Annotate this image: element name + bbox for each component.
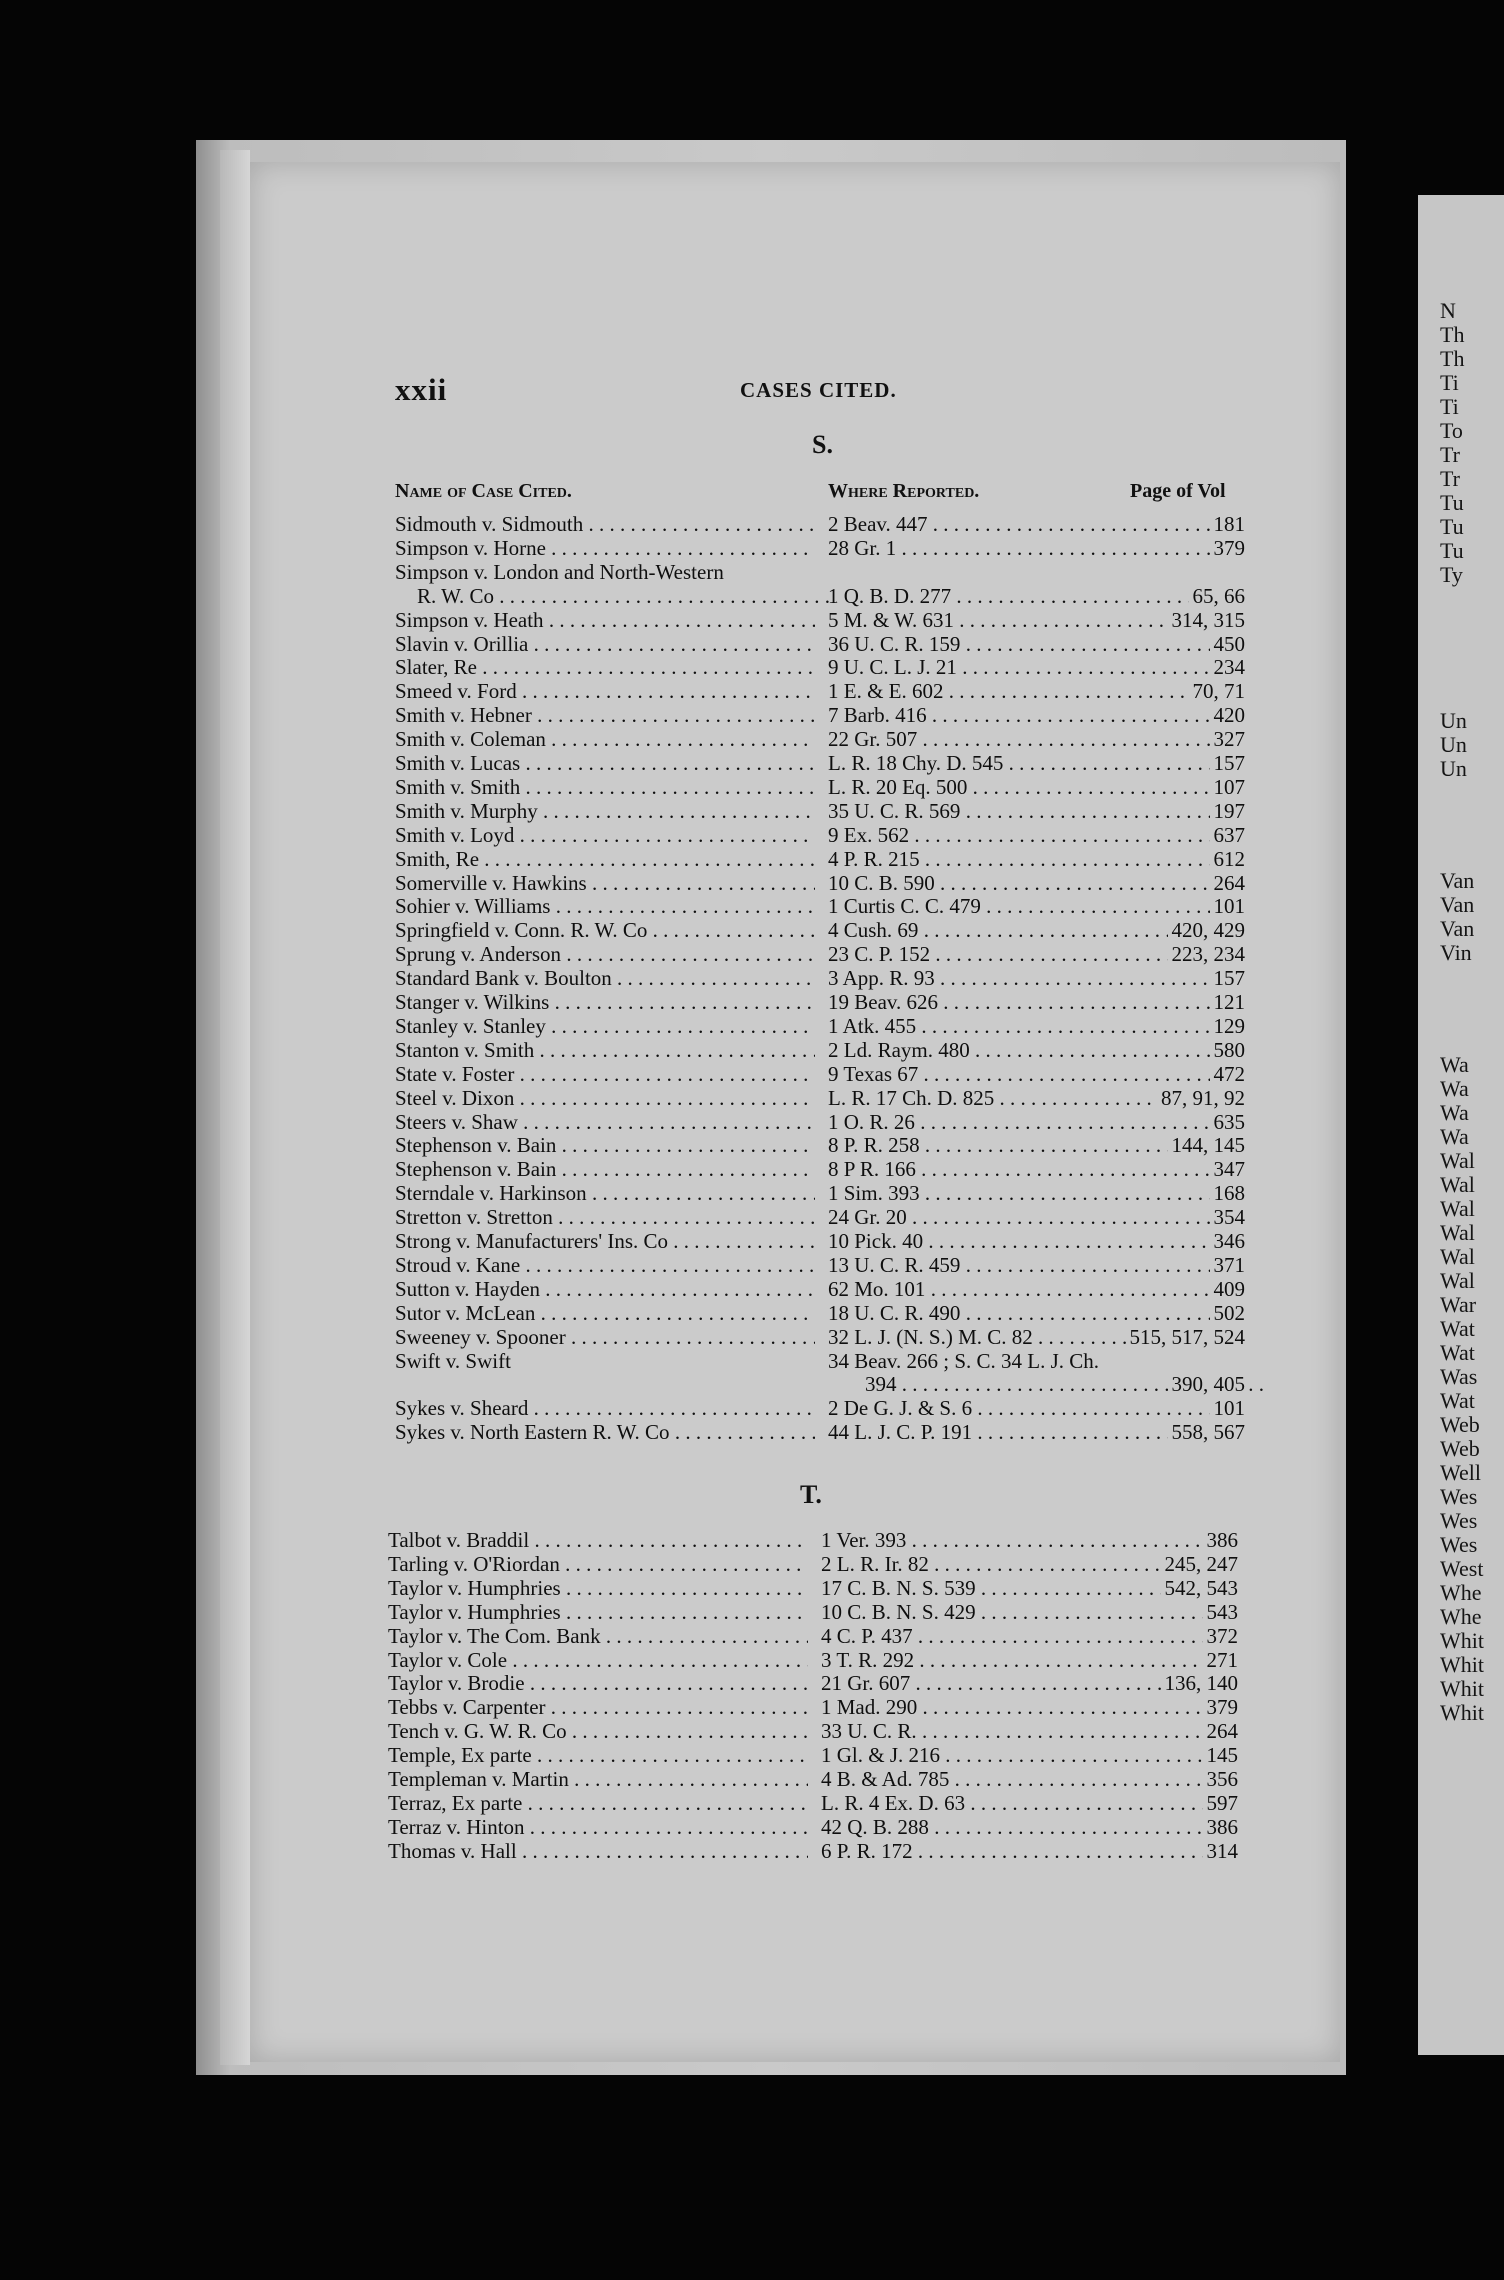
- table-row: [395, 1133, 1245, 1157]
- where-reported: 6 P. R. 172 . . .: [821, 1839, 1226, 1863]
- page-of-volume: 271: [1203, 1648, 1239, 1672]
- where-reported: 42 Q. B. 288 . . .: [821, 1815, 1226, 1839]
- where-reported: 17 C. B. N. S. 539 . . .: [821, 1576, 1226, 1600]
- where-reported: 13 U. C. R. 459 . . .: [828, 1253, 1233, 1277]
- page-of-volume: 371: [1210, 1253, 1246, 1277]
- facing-page-line: Whit: [1440, 1676, 1484, 1701]
- facing-page-line: Wa: [1440, 1052, 1469, 1077]
- where-reported: 9 Ex. 562 . . .: [828, 823, 1233, 847]
- table-row: [395, 1205, 1245, 1229]
- facing-page-line: Tr: [1440, 442, 1460, 467]
- case-name: Stephenson v. Bain . . .: [395, 1157, 815, 1181]
- facing-page-line: Wes: [1440, 1532, 1478, 1557]
- page-of-volume: 65, 66: [1189, 584, 1246, 608]
- table-row: [395, 775, 1245, 799]
- where-reported: L. R. 20 Eq. 500 . . .: [828, 775, 1233, 799]
- where-reported: 10 C. B. 590 . . .: [828, 871, 1233, 895]
- table-row: [395, 703, 1245, 727]
- case-name: Thomas v. Hall . . .: [388, 1839, 808, 1863]
- where-reported: 3 T. R. 292 . . .: [821, 1648, 1226, 1672]
- page-of-volume: 420: [1210, 703, 1246, 727]
- table-row: [388, 1648, 1238, 1672]
- case-name: Simpson v. London and North-Western: [395, 559, 724, 584]
- page-gutter: [220, 150, 250, 2065]
- page-of-volume: 314, 315: [1168, 608, 1246, 632]
- table-row: [388, 1671, 1238, 1695]
- case-name: Swift v. Swift: [395, 1348, 511, 1373]
- case-name: Slater, Re . . .: [395, 655, 815, 679]
- facing-page-line: Wal: [1440, 1196, 1475, 1221]
- facing-page-line: Tu: [1440, 538, 1464, 563]
- case-name: Smith v. Coleman . . .: [395, 727, 815, 751]
- where-reported: 7 Barb. 416 . . .: [828, 703, 1233, 727]
- case-name: Stanton v. Smith . . .: [395, 1038, 815, 1062]
- table-row: [395, 847, 1245, 871]
- table-row: [388, 1624, 1238, 1648]
- case-name: Smith v. Murphy . . .: [395, 799, 815, 823]
- table-row: [388, 1767, 1238, 1791]
- page-of-volume: 612: [1210, 847, 1246, 871]
- case-name: Smith v. Lucas . . .: [395, 751, 815, 775]
- where-reported: 3 App. R. 93 . . .: [828, 966, 1233, 990]
- page-of-volume: 234: [1210, 655, 1246, 679]
- case-name: Slavin v. Orillia . . .: [395, 632, 815, 656]
- running-title: CASES CITED.: [740, 378, 897, 402]
- table-row: [395, 1110, 1245, 1134]
- table-row: [388, 1839, 1238, 1863]
- facing-page-line: Was: [1440, 1364, 1478, 1389]
- where-reported: 8 P. R. 258 . . .: [828, 1133, 1233, 1157]
- facing-page-line: Un: [1440, 756, 1467, 781]
- facing-page-line: Van: [1440, 892, 1475, 917]
- case-name: Taylor v. The Com. Bank . . .: [388, 1624, 808, 1648]
- page-of-volume: 386: [1203, 1815, 1239, 1839]
- case-name: Smith, Re . . .: [395, 847, 815, 871]
- page-of-volume: 87, 91, 92: [1157, 1086, 1245, 1110]
- page-of-volume: 101: [1210, 894, 1246, 918]
- table-row: [388, 1815, 1238, 1839]
- where-reported: 1 E. & E. 602 . . .: [828, 679, 1233, 703]
- where-reported: 4 Cush. 69 . . .: [828, 918, 1233, 942]
- where-reported: 1 Ver. 393 . . .: [821, 1528, 1226, 1552]
- table-row: [395, 512, 1245, 536]
- page-of-volume: 472: [1210, 1062, 1246, 1086]
- page-of-volume: 354: [1210, 1205, 1246, 1229]
- case-name: Stanger v. Wilkins . . .: [395, 990, 815, 1014]
- section-letter-t: T.: [800, 1480, 822, 1509]
- facing-page-line: Whit: [1440, 1652, 1484, 1677]
- page-of-volume: 197: [1210, 799, 1246, 823]
- table-row: [395, 942, 1245, 966]
- case-name: Simpson v. Heath . . .: [395, 608, 815, 632]
- page-of-volume: 121: [1210, 990, 1246, 1014]
- table-row: [388, 1576, 1238, 1600]
- facing-page-line: To: [1440, 418, 1463, 443]
- table-row: [395, 751, 1245, 775]
- where-reported: 1 Gl. & J. 216 . . .: [821, 1743, 1226, 1767]
- facing-page-line: Wes: [1440, 1508, 1478, 1533]
- table-row: [395, 894, 1245, 918]
- case-name: Stephenson v. Bain . . .: [395, 1133, 815, 1157]
- facing-page-line: Un: [1440, 732, 1467, 757]
- page-of-volume: 145: [1203, 1743, 1239, 1767]
- case-name: Sykes v. Sheard . . .: [395, 1396, 815, 1420]
- case-name: Terraz, Ex parte . . .: [388, 1791, 808, 1815]
- case-name: Tarling v. O'Riordan . . .: [388, 1552, 808, 1576]
- page-of-volume: 144, 145: [1168, 1133, 1246, 1157]
- table-row: [395, 1062, 1245, 1086]
- where-reported: 2 L. R. Ir. 82 . . .: [821, 1552, 1226, 1576]
- table-row: [395, 727, 1245, 751]
- page-of-volume: 356: [1203, 1767, 1239, 1791]
- table-row: [395, 1325, 1245, 1349]
- page-of-volume: 136, 140: [1161, 1671, 1239, 1695]
- page-of-volume: 409: [1210, 1277, 1246, 1301]
- facing-page-line: Whe: [1440, 1580, 1482, 1605]
- page-of-volume: 502: [1210, 1301, 1246, 1325]
- page-of-volume: 157: [1210, 751, 1246, 775]
- where-reported: 2 Ld. Raym. 480 . . .: [828, 1038, 1233, 1062]
- table-row: [395, 632, 1245, 656]
- facing-page-line: Whit: [1440, 1628, 1484, 1653]
- case-name: Smith v. Smith . . .: [395, 775, 815, 799]
- facing-page-line: Wal: [1440, 1220, 1475, 1245]
- facing-page-line: Vin: [1440, 940, 1472, 965]
- case-name: Taylor v. Brodie . . .: [388, 1671, 808, 1695]
- case-name: Smith v. Hebner . . .: [395, 703, 815, 727]
- where-reported: 4 P. R. 215 . . .: [828, 847, 1233, 871]
- table-row: [395, 1301, 1245, 1325]
- facing-page-line: Ty: [1440, 562, 1463, 587]
- page-of-volume: 314: [1203, 1839, 1239, 1863]
- table-row: [395, 536, 1245, 560]
- facing-page-line: Whe: [1440, 1604, 1482, 1629]
- table-row: [395, 966, 1245, 990]
- where-reported: 1 Mad. 290 . . .: [821, 1695, 1226, 1719]
- case-name: R. W. Co . . .: [417, 584, 837, 608]
- page-of-volume: 346: [1210, 1229, 1246, 1253]
- case-name: Sweeney v. Spooner . . .: [395, 1325, 815, 1349]
- table-row: [395, 1229, 1245, 1253]
- table-row: [395, 655, 1245, 679]
- facing-page-line: Tr: [1440, 466, 1460, 491]
- where-reported: 18 U. C. R. 490 . . .: [828, 1301, 1233, 1325]
- page-of-volume: 542, 543: [1161, 1576, 1239, 1600]
- page-of-volume: 543: [1203, 1600, 1239, 1624]
- table-row: [388, 1719, 1238, 1743]
- where-reported: 1 O. R. 26 . . .: [828, 1110, 1233, 1134]
- facing-page-line: Well: [1440, 1460, 1481, 1485]
- page-of-volume: 107: [1210, 775, 1246, 799]
- page-of-volume: 223, 234: [1168, 942, 1246, 966]
- page-of-volume: 379: [1203, 1695, 1239, 1719]
- case-name: Tench v. G. W. R. Co . . .: [388, 1719, 808, 1743]
- table-row: [395, 918, 1245, 942]
- facing-page-line: Th: [1440, 346, 1465, 371]
- table-row: [395, 1349, 1245, 1373]
- where-reported: 2 Beav. 447 . . .: [828, 512, 1233, 536]
- where-reported: 21 Gr. 607 . . .: [821, 1671, 1226, 1695]
- facing-page-line: Web: [1440, 1412, 1480, 1437]
- page-of-volume: 372: [1203, 1624, 1239, 1648]
- page-of-volume: 386: [1203, 1528, 1239, 1552]
- case-name: Sykes v. North Eastern R. W. Co . . .: [395, 1420, 815, 1444]
- case-name: Sutor v. McLean . . .: [395, 1301, 815, 1325]
- facing-page-line: Un: [1440, 708, 1467, 733]
- table-row: [388, 1695, 1238, 1719]
- facing-page-line: Wa: [1440, 1100, 1469, 1125]
- table-row: [395, 1181, 1245, 1205]
- where-reported: 24 Gr. 20 . . .: [828, 1205, 1233, 1229]
- case-name: Steel v. Dixon . . .: [395, 1086, 815, 1110]
- case-name: Sutton v. Hayden . . .: [395, 1277, 815, 1301]
- page-of-volume: 597: [1203, 1791, 1239, 1815]
- facing-page-line: Van: [1440, 868, 1475, 893]
- page-of-volume: 264: [1203, 1719, 1239, 1743]
- where-reported: 22 Gr. 507 . . .: [828, 727, 1233, 751]
- facing-page-line: West: [1440, 1556, 1484, 1581]
- where-reported: 394 . . .: [865, 1372, 1270, 1396]
- table-row: [395, 823, 1245, 847]
- section-letter-s: S.: [812, 430, 833, 459]
- case-name: Standard Bank v. Boulton . . .: [395, 966, 815, 990]
- case-name: Talbot v. Braddil . . .: [388, 1528, 808, 1552]
- case-name: Strong v. Manufacturers' Ins. Co . . .: [395, 1229, 815, 1253]
- where-reported: 19 Beav. 626 . . .: [828, 990, 1233, 1014]
- case-name: Sidmouth v. Sidmouth . . .: [395, 512, 815, 536]
- table-row: [395, 679, 1245, 703]
- page-of-volume: 245, 247: [1161, 1552, 1239, 1576]
- table-row: [395, 1014, 1245, 1038]
- page-of-volume: 157: [1210, 966, 1246, 990]
- where-reported: L. R. 17 Ch. D. 825 . . .: [828, 1086, 1233, 1110]
- page-of-volume: 129: [1210, 1014, 1246, 1038]
- page-header: [395, 372, 1265, 408]
- page-of-volume: 168: [1210, 1181, 1246, 1205]
- facing-page-line: N: [1440, 298, 1456, 323]
- page-of-volume: 101: [1210, 1396, 1246, 1420]
- table-row: [395, 1277, 1245, 1301]
- column-header-name: Name of Case Cited.: [395, 480, 572, 502]
- facing-page-line: Wes: [1440, 1484, 1478, 1509]
- table-row: [395, 871, 1245, 895]
- where-reported: 44 L. J. C. P. 191 . . .: [828, 1420, 1233, 1444]
- case-name: Temple, Ex parte . . .: [388, 1743, 808, 1767]
- table-row: [388, 1743, 1238, 1767]
- facing-page-fragment: [1418, 195, 1504, 2055]
- case-name: Smith v. Loyd . . .: [395, 823, 815, 847]
- where-reported: 28 Gr. 1 . . .: [828, 536, 1233, 560]
- facing-page-line: Whit: [1440, 1700, 1484, 1725]
- page-of-volume: 420, 429: [1168, 918, 1246, 942]
- table-row: [395, 584, 1245, 608]
- facing-page-line: Wal: [1440, 1268, 1475, 1293]
- where-reported: 1 Q. B. D. 277 . . .: [828, 584, 1233, 608]
- where-reported: 32 L. J. (N. S.) M. C. 82 . . .: [828, 1325, 1233, 1349]
- case-name: Sprung v. Anderson . . .: [395, 942, 815, 966]
- facing-page-line: Ti: [1440, 394, 1459, 419]
- case-name: Stretton v. Stretton . . .: [395, 1205, 815, 1229]
- where-reported: 10 C. B. N. S. 429 . . .: [821, 1600, 1226, 1624]
- case-name: Taylor v. Humphries . . .: [388, 1576, 808, 1600]
- where-reported: 33 U. C. R. . . .: [821, 1719, 1226, 1743]
- table-row: [395, 1253, 1245, 1277]
- table-row: [388, 1528, 1238, 1552]
- facing-page-line: Tu: [1440, 514, 1464, 539]
- page-of-volume: 70, 71: [1189, 679, 1246, 703]
- case-name: Springfield v. Conn. R. W. Co . . .: [395, 918, 815, 942]
- facing-page-line: Wat: [1440, 1340, 1475, 1365]
- table-row: [388, 1600, 1238, 1624]
- facing-page-line: Tu: [1440, 490, 1464, 515]
- page-of-volume: 558, 567: [1168, 1420, 1246, 1444]
- table-row: [395, 1157, 1245, 1181]
- column-header-page: Page of Vol: [1130, 480, 1226, 502]
- case-name: State v. Foster . . .: [395, 1062, 815, 1086]
- page-of-volume: 580: [1210, 1038, 1246, 1062]
- where-reported: L. R. 4 Ex. D. 63 . . .: [821, 1791, 1226, 1815]
- facing-page-line: War: [1440, 1292, 1477, 1317]
- page-of-volume: 264: [1210, 871, 1246, 895]
- facing-page-line: Wat: [1440, 1388, 1475, 1413]
- where-reported: 10 Pick. 40 . . .: [828, 1229, 1233, 1253]
- where-reported: 9 U. C. L. J. 21 . . .: [828, 655, 1233, 679]
- column-header-where: Where Reported.: [828, 480, 980, 502]
- case-name: Sohier v. Williams . . .: [395, 894, 815, 918]
- where-reported: 1 Sim. 393 . . .: [828, 1181, 1233, 1205]
- case-name: Taylor v. Humphries . . .: [388, 1600, 808, 1624]
- where-reported: 35 U. C. R. 569 . . .: [828, 799, 1233, 823]
- table-row: [395, 608, 1245, 632]
- case-name: Somerville v. Hawkins . . .: [395, 871, 815, 895]
- where-reported: 36 U. C. R. 159 . . .: [828, 632, 1233, 656]
- where-reported: 23 C. P. 152 . . .: [828, 942, 1233, 966]
- facing-page-line: Wal: [1440, 1172, 1475, 1197]
- page-of-volume: 347: [1210, 1157, 1246, 1181]
- table-row: [395, 1372, 1245, 1396]
- page-of-volume: 450: [1210, 632, 1246, 656]
- page-of-volume: 637: [1210, 823, 1246, 847]
- table-row: [395, 990, 1245, 1014]
- facing-page-line: Wa: [1440, 1076, 1469, 1101]
- table-row: [388, 1552, 1238, 1576]
- table-row: [395, 560, 1245, 584]
- page-of-volume: 327: [1210, 727, 1246, 751]
- table-row: [388, 1791, 1238, 1815]
- where-reported: 8 P R. 166 . . .: [828, 1157, 1233, 1181]
- where-reported: 2 De G. J. & S. 6 . . .: [828, 1396, 1233, 1420]
- where-reported: L. R. 18 Chy. D. 545 . . .: [828, 751, 1233, 775]
- where-reported: 4 C. P. 437 . . .: [821, 1624, 1226, 1648]
- page-of-volume: 379: [1210, 536, 1246, 560]
- case-name: Terraz v. Hinton . . .: [388, 1815, 808, 1839]
- page-folio: xxii: [395, 372, 448, 407]
- facing-page-line: Wa: [1440, 1124, 1469, 1149]
- where-reported: 5 M. & W. 631 . . .: [828, 608, 1233, 632]
- case-name: Taylor v. Cole . . .: [388, 1648, 808, 1672]
- facing-page-line: Web: [1440, 1436, 1480, 1461]
- case-name: Stanley v. Stanley . . .: [395, 1014, 815, 1038]
- facing-page-line: Wal: [1440, 1244, 1475, 1269]
- facing-page-line: Wal: [1440, 1148, 1475, 1173]
- where-reported: 62 Mo. 101 . . .: [828, 1277, 1233, 1301]
- case-name: Templeman v. Martin . . .: [388, 1767, 808, 1791]
- facing-page-line: Wat: [1440, 1316, 1475, 1341]
- where-reported: 1 Atk. 455 . . .: [828, 1014, 1233, 1038]
- facing-page-line: Th: [1440, 322, 1465, 347]
- case-name: Stroud v. Kane . . .: [395, 1253, 815, 1277]
- table-row: [395, 1038, 1245, 1062]
- where-reported: 9 Texas 67 . . .: [828, 1062, 1233, 1086]
- page-of-volume: 390, 405: [1168, 1372, 1246, 1396]
- facing-page-line: Van: [1440, 916, 1475, 941]
- case-name: Steers v. Shaw . . .: [395, 1110, 815, 1134]
- table-row: [395, 1420, 1245, 1444]
- page-of-volume: 515, 517, 524: [1126, 1325, 1246, 1349]
- case-name: Smeed v. Ford . . .: [395, 679, 815, 703]
- case-name: Sterndale v. Harkinson . . .: [395, 1181, 815, 1205]
- page-of-volume: 181: [1210, 512, 1246, 536]
- table-row: [395, 1396, 1245, 1420]
- page-of-volume: 635: [1210, 1110, 1246, 1134]
- facing-page-line: Ti: [1440, 370, 1459, 395]
- case-name: Simpson v. Horne . . .: [395, 536, 815, 560]
- where-reported: 1 Curtis C. C. 479 . . .: [828, 894, 1233, 918]
- table-row: [395, 799, 1245, 823]
- where-reported: 34 Beav. 266 ; S. C. 34 L. J. Ch.: [828, 1348, 1100, 1373]
- case-name: Tebbs v. Carpenter . . .: [388, 1695, 808, 1719]
- table-row: [395, 1086, 1245, 1110]
- where-reported: 4 B. & Ad. 785 . . .: [821, 1767, 1226, 1791]
